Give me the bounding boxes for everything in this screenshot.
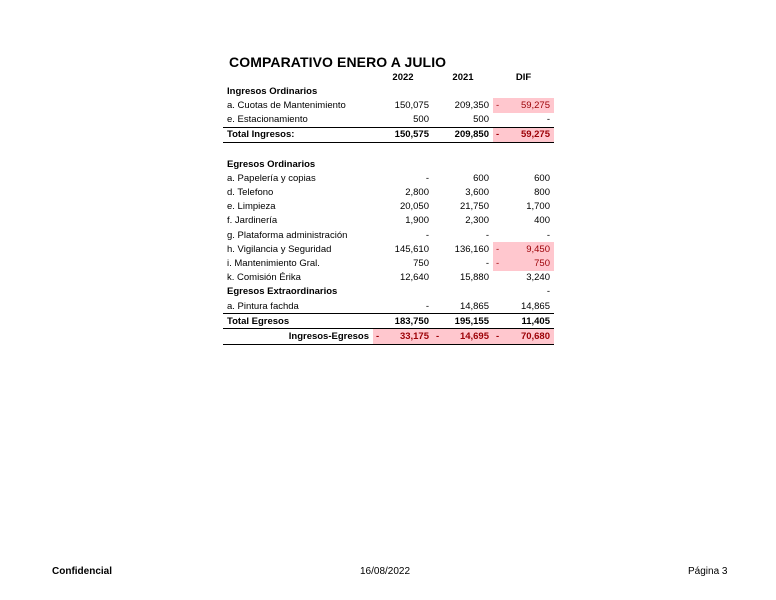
row-label: k. Comisión Érika	[227, 272, 301, 284]
row-label: a. Papelería y copias	[227, 172, 316, 184]
total-dif	[493, 329, 554, 344]
total-dif-value: 70,680	[520, 330, 550, 342]
section-dif: -	[546, 286, 550, 298]
section-heading: Ingresos Ordinarios	[227, 85, 318, 97]
negative-sign: -	[496, 243, 500, 255]
total-label: Total Ingresos:	[223, 127, 373, 142]
table-row	[223, 256, 554, 270]
total-dif	[493, 127, 554, 142]
table-row	[223, 113, 554, 128]
value-2021: 2,300	[465, 215, 489, 227]
total-ingresos-row	[223, 127, 554, 142]
empty-cell	[373, 157, 433, 171]
negative-sign: -	[496, 330, 500, 342]
table-row	[223, 271, 554, 285]
empty-cell	[373, 285, 433, 299]
value-2021: 500	[473, 114, 489, 126]
total-2022: 183,750	[373, 314, 433, 329]
footer-confidential: Confidencial	[52, 566, 113, 577]
value-2022: 2,800	[405, 187, 429, 199]
empty-cell	[433, 157, 493, 171]
value-2021: 136,160	[454, 243, 489, 255]
header-2022: 2022	[392, 71, 414, 83]
comparison-table-body	[223, 70, 554, 344]
row-label: e. Estacionamiento	[227, 114, 308, 126]
row-label: h. Vigilancia y Seguridad	[227, 243, 332, 255]
section-dif	[493, 157, 554, 171]
value-dif: -	[546, 114, 550, 126]
section-egresos-extraordinarios	[223, 285, 554, 299]
value-2022: -	[425, 172, 429, 184]
header-label-cell	[223, 70, 373, 84]
value-dif: -	[546, 229, 550, 241]
total-2022: 150,575	[373, 127, 433, 142]
negative-sign: -	[496, 99, 500, 111]
value-2022: 1,900	[405, 215, 429, 227]
value-2022: -	[425, 300, 429, 312]
table-row	[223, 228, 554, 242]
value-dif: 400	[534, 215, 550, 227]
section-ingresos-ordinarios	[223, 84, 554, 98]
value-2021: 15,880	[459, 272, 489, 284]
total-2022	[373, 329, 433, 344]
value-2022: 750	[413, 258, 429, 270]
value-dif: 600	[534, 172, 550, 184]
value-dif	[493, 256, 554, 270]
value-2021: 21,750	[459, 201, 489, 213]
header-dif: DIF	[515, 71, 532, 83]
empty-cell	[433, 84, 493, 98]
value-2021: 3,600	[465, 187, 489, 199]
total-2021-value: 14,695	[459, 330, 489, 342]
value-dif-value: 59,275	[520, 99, 550, 111]
row-label: a. Cuotas de Mantenimiento	[227, 99, 346, 111]
value-dif	[493, 98, 554, 112]
value-dif-value: 750	[534, 258, 550, 270]
empty-cell	[433, 285, 493, 299]
comparison-table	[223, 70, 554, 345]
empty-cell	[433, 142, 493, 157]
negative-sign: -	[496, 129, 500, 141]
total-2021	[433, 329, 493, 344]
total-dif-value: 59,275	[520, 129, 550, 141]
empty-cell	[373, 142, 433, 157]
footer-date: 16/08/2022	[360, 566, 411, 577]
row-label: g. Plataforma administración	[227, 229, 348, 241]
empty-cell	[373, 84, 433, 98]
value-dif: 1,700	[526, 201, 550, 213]
value-2022: -	[425, 229, 429, 241]
section-egresos-ordinarios	[223, 157, 554, 171]
footer-page-number: Página 3	[688, 566, 728, 577]
spacer-row	[223, 142, 554, 157]
header-row	[223, 70, 554, 84]
table-row	[223, 186, 554, 200]
value-dif: 800	[534, 187, 550, 199]
table-row	[223, 171, 554, 185]
total-label: Total Egresos	[223, 314, 373, 329]
table-row	[223, 242, 554, 256]
row-label: f. Jardinería	[227, 215, 278, 227]
negative-sign: -	[496, 258, 500, 270]
value-dif: 14,865	[520, 300, 550, 312]
value-2022: 12,640	[399, 272, 429, 284]
total-2022-value: 33,175	[399, 330, 429, 342]
row-label: e. Limpieza	[227, 201, 276, 213]
section-dif	[493, 84, 554, 98]
empty-cell	[223, 142, 373, 157]
value-2021: -	[485, 258, 489, 270]
value-2021: -	[485, 229, 489, 241]
section-heading: Egresos Ordinarios	[227, 158, 316, 170]
table-row	[223, 98, 554, 112]
negative-sign: -	[436, 330, 440, 342]
value-dif	[493, 242, 554, 256]
table-row	[223, 200, 554, 214]
value-2022: 20,050	[399, 201, 429, 213]
row-label: i. Mantenimiento Gral.	[227, 258, 320, 270]
ingresos-egresos-row	[223, 329, 554, 344]
value-2022: 500	[413, 114, 429, 126]
negative-sign: -	[376, 330, 380, 342]
row-label: d. Telefono	[227, 187, 274, 199]
value-dif: 3,240	[526, 272, 550, 284]
table-row	[223, 214, 554, 228]
value-2021: 600	[473, 172, 489, 184]
table-row	[223, 299, 554, 314]
total-2021: 209,850	[433, 127, 493, 142]
total-2021: 195,155	[433, 314, 493, 329]
row-label: a. Pintura fachda	[227, 300, 299, 312]
total-dif: 11,405	[493, 314, 554, 329]
header-2021: 2021	[452, 71, 474, 83]
report-title: COMPARATIVO ENERO A JULIO	[229, 54, 447, 70]
total-egresos-row	[223, 314, 554, 329]
value-dif-value: 9,450	[526, 243, 550, 255]
value-2021: 209,350	[454, 99, 489, 111]
value-2022: 150,075	[394, 99, 429, 111]
value-2021: 14,865	[459, 300, 489, 312]
section-heading: Egresos Extraordinarios	[227, 286, 338, 298]
empty-cell	[493, 142, 554, 157]
total-label: Ingresos-Egresos	[223, 329, 373, 344]
value-2022: 145,610	[394, 243, 429, 255]
